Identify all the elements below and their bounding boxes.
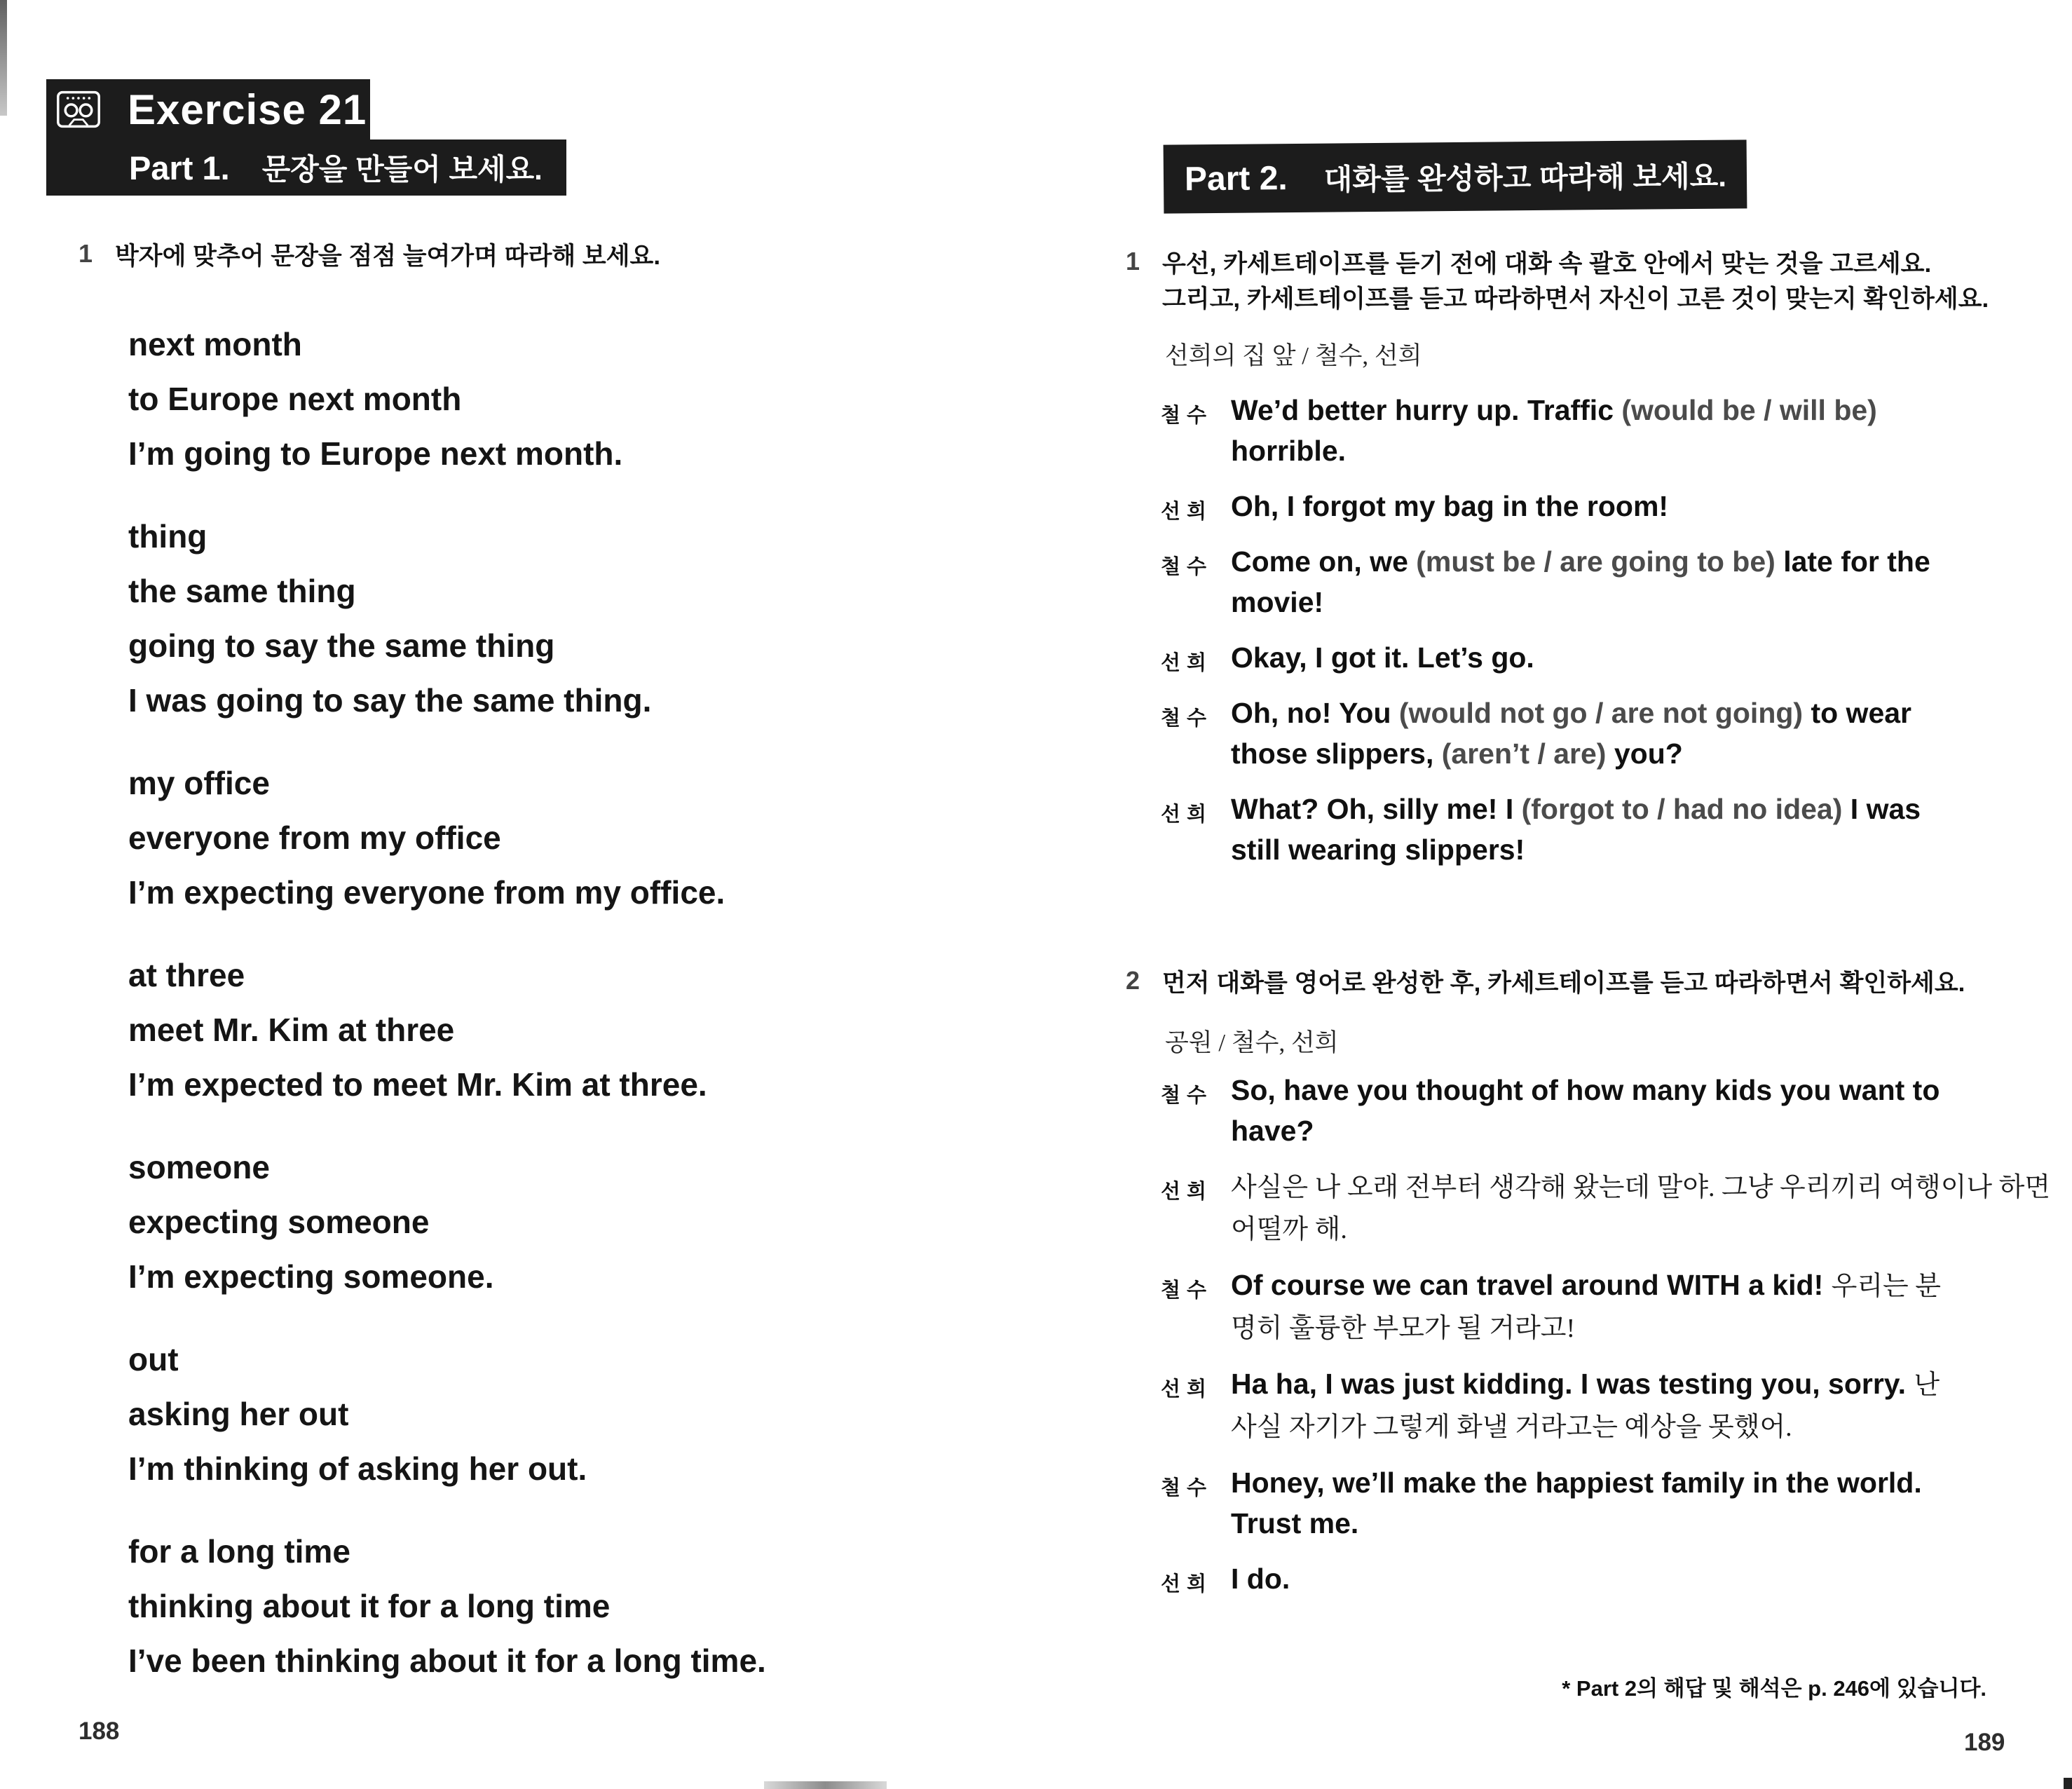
drill-block (128, 1332, 976, 1496)
speech-segment: Of course we can travel around WITH a kid! (1231, 1269, 1832, 1301)
answer-choice: (would be / will be) (1621, 394, 1877, 426)
drill-line: for a long time (128, 1533, 350, 1570)
drill-block (128, 1524, 976, 1688)
drill-line: I’m expecting someone. (128, 1258, 494, 1295)
speech-segment: 사실 자기가 그렇게 화낼 거라고는 예상을 못했어. (1231, 1413, 1792, 1442)
drill-line: my office (128, 765, 270, 801)
speech-text (1231, 1265, 2051, 1349)
dialogue-row (1161, 541, 2051, 623)
speech-line (1231, 829, 2051, 870)
speaker-label: 철수 (1161, 556, 1213, 578)
scan-artifact (2064, 1778, 2072, 1789)
drill-line: I’m going to Europe next month. (128, 435, 623, 472)
dialogue1-setting: 선희의 집 앞 / 철수, 선희 (1165, 342, 1422, 369)
drill-line: someone (128, 1149, 270, 1185)
speech-text (1231, 1462, 2051, 1544)
speaker-label: 철수 (1161, 404, 1213, 427)
speech-line (1231, 1558, 2051, 1599)
speech-text (1231, 486, 2051, 526)
answer-key-footnote: * Part 2의 해답 및 해석은 p. 246에 있습니다. (1562, 1676, 1986, 1701)
drill-line: I’m expected to meet Mr. Kim at three. (128, 1066, 707, 1103)
speech-text (1231, 1166, 2051, 1250)
dialogue-row (1161, 1558, 2051, 1599)
speech-segment: Come on, we (1231, 545, 1417, 578)
speech-line (1231, 733, 2051, 774)
speech-line (1231, 1462, 2051, 1503)
drill-line: I’ve been thinking about it for a long time. (128, 1642, 766, 1679)
item-number: 1 (79, 239, 93, 268)
speech-line (1231, 1265, 2051, 1307)
part1-label: Part 1. (129, 149, 230, 186)
speech-segment: 사실은 나 오래 전부터 생각해 왔는데 말야. 그냥 우리끼리 여행이나 하면 (1231, 1173, 2051, 1202)
speech-line (1231, 1110, 2051, 1151)
speech-text (1231, 541, 2051, 623)
speaker-label: 선희 (1161, 652, 1213, 674)
dialogue1 (1161, 390, 2051, 885)
speech-segment: those slippers, (1231, 737, 1442, 770)
speech-segment: Ha ha, I was just kidding. I was testing you, sorry. (1231, 1368, 1914, 1400)
speech-line (1231, 430, 2051, 471)
dialogue-row (1161, 1070, 2051, 1151)
part1-instruction (79, 239, 660, 274)
drill-line: thinking about it for a long time (128, 1588, 611, 1624)
drill-block (128, 509, 976, 728)
speech-line (1231, 1363, 2051, 1406)
speech-segment: 난 (1914, 1370, 1940, 1400)
cassette-tape-icon (56, 90, 101, 129)
page-number-right: 189 (1964, 1729, 2005, 1756)
drill-block (128, 756, 976, 920)
speech-segment: What? Oh, silly me! I (1231, 793, 1522, 825)
drill-line: expecting someone (128, 1204, 430, 1240)
speaker-label: 선희 (1161, 803, 1213, 826)
speech-line (1231, 1166, 2051, 1208)
speaker-label: 선희 (1161, 1378, 1213, 1401)
speech-text (1231, 1363, 2051, 1448)
speech-segment: I was (1842, 793, 1921, 825)
instruction-line: 우선, 카세트테이프를 듣기 전에 대화 속 괄호 안에서 맞는 것을 고르세요. (1162, 250, 1932, 278)
drill-line: thing (128, 518, 207, 555)
speech-line (1231, 486, 2051, 526)
speech-segment: 어떨까 해. (1231, 1215, 1347, 1244)
drill-block (128, 1140, 976, 1304)
speech-line (1231, 1208, 2051, 1250)
speech-segment: to wear (1803, 697, 1912, 729)
speech-line (1231, 1503, 2051, 1544)
speech-line (1231, 390, 2051, 430)
drill-block (128, 948, 976, 1112)
speech-segment: horrible. (1231, 435, 1347, 467)
speech-segment: 우리는 분 (1831, 1272, 1941, 1301)
part2-title: 대화를 완성하고 따라해 보세요. (1323, 159, 1727, 196)
drill-block (128, 317, 976, 481)
speech-line (1231, 1070, 2051, 1110)
speech-line (1231, 1307, 2051, 1349)
part1-title: 문장을 만들어 보세요. (261, 153, 543, 186)
speech-segment: Oh, I forgot my bag in the room! (1231, 490, 1669, 522)
answer-choice: (must be / are going to be) (1416, 545, 1775, 578)
instruction-line: 그리고, 카세트테이프를 듣고 따라하면서 자신이 고른 것이 맞는지 확인하세요. (1162, 285, 1989, 313)
speech-segment: Honey, we’ll make the happiest family in the world. (1231, 1467, 1922, 1499)
speaker-label: 선희 (1161, 501, 1213, 523)
speech-text (1231, 1070, 2051, 1151)
section2-instruction (1126, 966, 1965, 1001)
speech-segment: late for the (1775, 545, 1930, 578)
speaker-label: 선희 (1161, 1181, 1213, 1203)
scan-artifact (0, 0, 7, 116)
speech-segment: I do. (1231, 1563, 1290, 1595)
speech-line (1231, 637, 2051, 678)
speech-text (1231, 390, 2051, 471)
speech-text (1231, 789, 2051, 870)
speech-segment: still wearing slippers! (1231, 834, 1525, 866)
speech-line (1231, 582, 2051, 623)
dialogue-row (1161, 637, 2051, 678)
speech-text (1231, 693, 2051, 774)
drill-line: I was going to say the same thing. (128, 682, 652, 719)
dialogue-row (1161, 1462, 2051, 1544)
speech-line (1231, 1406, 2051, 1448)
drill-list (128, 317, 976, 1716)
speech-line (1231, 541, 2051, 582)
speech-segment: you? (1606, 737, 1683, 770)
dialogue-row (1161, 486, 2051, 526)
drill-line: to Europe next month (128, 381, 462, 417)
instruction-line: 먼저 대화를 영어로 완성한 후, 카세트테이프를 듣고 따라하면서 확인하세요. (1162, 970, 1965, 997)
drill-line: I’m expecting everyone from my office. (128, 874, 725, 911)
speech-line (1231, 693, 2051, 733)
answer-choice: (would not go / are not going) (1398, 697, 1804, 729)
speaker-label: 철수 (1161, 1279, 1213, 1302)
speech-line (1231, 789, 2051, 829)
part2-label: Part 2. (1184, 159, 1288, 198)
drill-line: the same thing (128, 573, 356, 609)
part1-header (46, 140, 566, 196)
dialogue-row (1161, 1265, 2051, 1349)
speaker-label: 철수 (1161, 707, 1213, 730)
speech-segment: 명히 훌륭한 부모가 될 거라고! (1231, 1314, 1576, 1343)
dialogue-row (1161, 1166, 2051, 1250)
drill-line: at three (128, 957, 245, 993)
speech-segment: Trust me. (1231, 1507, 1359, 1539)
instruction-text (115, 239, 660, 274)
dialogue2 (1161, 1070, 2051, 1614)
drill-line: asking her out (128, 1396, 349, 1432)
scan-artifact (764, 1781, 887, 1789)
drill-line: everyone from my office (128, 819, 501, 856)
dialogue2-setting: 공원 / 철수, 선희 (1165, 1029, 1339, 1056)
drill-line: going to say the same thing (128, 627, 555, 664)
instruction-text (1162, 966, 1965, 1001)
drill-line: meet Mr. Kim at three (128, 1012, 455, 1048)
instruction-text (1162, 247, 1989, 317)
speech-segment: So, have you thought of how many kids you want to (1231, 1074, 1940, 1106)
item-number: 2 (1126, 966, 1140, 995)
drill-line: out (128, 1341, 179, 1378)
answer-choice: (aren’t / are) (1441, 737, 1607, 770)
speech-segment: movie! (1231, 586, 1324, 618)
speech-text (1231, 1558, 2051, 1599)
instruction-line: 박자에 맞추어 문장을 점점 늘여가며 따라해 보세요. (115, 243, 661, 270)
speech-segment: Oh, no! You (1231, 697, 1399, 729)
item-number: 1 (1126, 247, 1140, 276)
dialogue-row (1161, 1363, 2051, 1448)
section1-instruction (1126, 247, 1989, 317)
drill-line: I’m thinking of asking her out. (128, 1450, 587, 1487)
speaker-label: 선희 (1161, 1573, 1213, 1596)
answer-choice: (forgot to / had no idea) (1521, 793, 1843, 825)
drill-line: next month (128, 326, 302, 362)
speaker-label: 철수 (1161, 1084, 1213, 1107)
dialogue-row (1161, 390, 2051, 471)
speech-segment: Okay, I got it. Let’s go. (1231, 641, 1534, 674)
speaker-label: 철수 (1161, 1477, 1213, 1499)
part2-header (1164, 140, 1747, 213)
dialogue-row (1161, 789, 2051, 870)
dialogue-row (1161, 693, 2051, 774)
speech-segment: We’d better hurry up. Traffic (1231, 394, 1622, 426)
exercise-title: Exercise 21 (128, 86, 367, 133)
speech-text (1231, 637, 2051, 678)
exercise-header (46, 79, 370, 140)
page-number-left: 188 (79, 1717, 120, 1745)
speech-segment: have? (1231, 1115, 1314, 1147)
